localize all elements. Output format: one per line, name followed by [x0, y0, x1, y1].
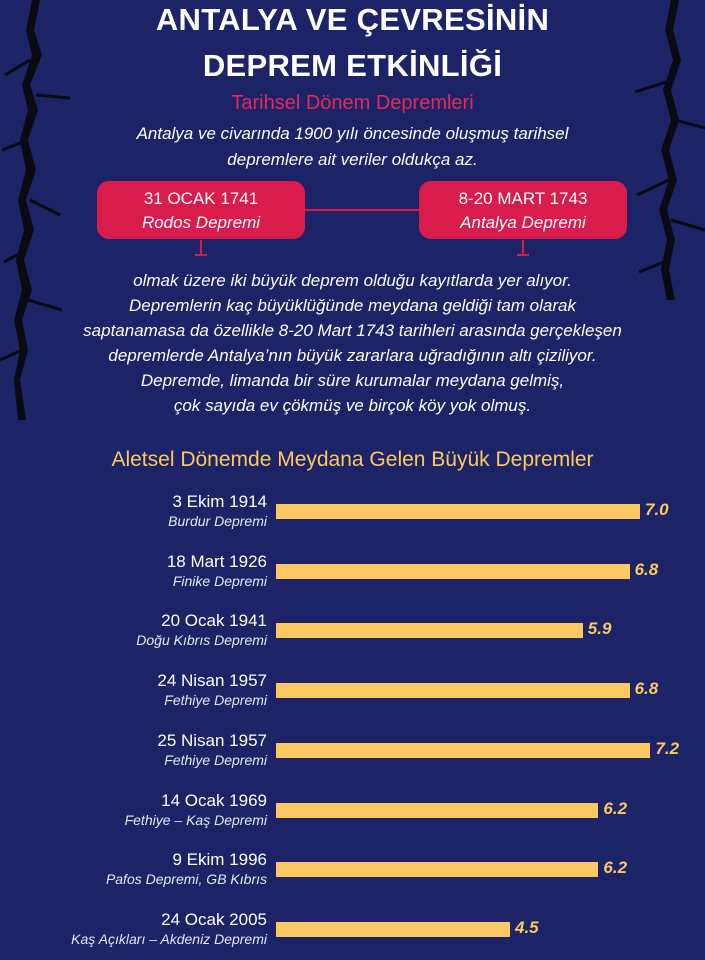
earthquake-name: Fethiye – Kaş Depremi — [124, 811, 267, 828]
body-line: saptanamasa da özellikle 8-20 Mart 1743 tarihleri arasında gerçekleşen — [83, 321, 622, 340]
earthquake-name: Finike Depremi — [172, 572, 267, 589]
earthquake-date: 3 Ekim 1914 — [172, 492, 267, 511]
bar — [276, 743, 650, 758]
event-date: 8-20 MART 1743 — [458, 189, 588, 208]
bar-value-label: 5.9 — [587, 619, 612, 639]
bar — [276, 862, 598, 877]
timeline-connector — [305, 209, 419, 211]
historical-heading: Tarihsel Dönem Depremleri — [231, 92, 474, 114]
bar — [276, 683, 630, 698]
earthquake-date: 18 Mart 1926 — [166, 551, 267, 571]
chart-title: Aletsel Dönemde Meydana Gelen Büyük Depremler — [111, 448, 594, 471]
bar-label — [157, 731, 267, 769]
historical-event-box — [97, 181, 305, 239]
chart-row — [0, 910, 705, 960]
bar-label — [157, 671, 267, 709]
bar — [276, 623, 583, 638]
bar — [276, 564, 630, 579]
event-date: 31 OCAK 1741 — [143, 189, 259, 208]
bar-label — [136, 611, 267, 649]
body-line: Depremde, limanda bir süre kurumalar meydana gelmiş, — [140, 371, 565, 390]
chart-row — [0, 552, 705, 602]
body-line: depremlerde Antalya’nın büyük zararlara uğradığının altı çiziliyor. — [108, 346, 597, 365]
earthquake-name: Fethiye Depremi — [164, 751, 267, 768]
earthquake-date: 24 Ocak 2005 — [161, 909, 267, 929]
earthquake-date: 24 Nisan 1957 — [157, 671, 267, 691]
bar-label — [125, 791, 267, 829]
bar-label — [71, 910, 267, 948]
title-line-1: ANTALYA VE ÇEVRESİNİN — [155, 2, 550, 37]
bar-value-label: 7.2 — [655, 738, 680, 758]
earthquake-name: Pafos Depremi, GB Kıbrıs — [105, 871, 267, 888]
body-line: Depremlerin kaç büyüklüğünde meydana geldiği tam olarak — [129, 296, 576, 315]
earthquake-date: 14 Ocak 1969 — [161, 790, 267, 810]
historical-body — [0, 268, 705, 418]
chart-row — [0, 850, 705, 900]
chart-row — [0, 671, 705, 721]
earthquake-date: 20 Ocak 1941 — [161, 611, 267, 631]
bar — [276, 504, 640, 519]
bar — [276, 803, 598, 818]
chart-row — [0, 791, 705, 841]
body-line: olmak üzere iki büyük deprem olduğu kayıtlarda yer alıyor. — [133, 271, 572, 290]
bar-value-label: 6.8 — [634, 559, 659, 579]
title-line-2: DEPREM ETKİNLİĞİ — [202, 48, 503, 83]
bar-value-label: 6.2 — [603, 858, 628, 878]
earthquake-name: Fethiye Depremi — [164, 692, 267, 709]
event-marker — [522, 240, 524, 256]
bar-label — [106, 850, 267, 888]
intro-line: Antalya ve civarında 1900 yılı öncesinde oluşmuş tarihsel — [136, 124, 569, 143]
bar-label — [168, 492, 267, 530]
page-title — [0, 0, 705, 86]
event-marker — [200, 240, 202, 256]
earthquake-date: 9 Ekim 1996 — [172, 850, 267, 870]
chart-row — [0, 492, 705, 542]
bar-value-label: 4.5 — [515, 917, 539, 937]
historical-intro — [0, 121, 705, 173]
chart-row — [0, 731, 705, 781]
bar-value-label: 6.2 — [603, 798, 628, 818]
bar — [276, 922, 510, 937]
bar-value-label: 7.0 — [645, 500, 669, 519]
chart-row — [0, 611, 705, 661]
historical-event-box — [419, 181, 627, 239]
earthquake-name: Burdur Depremi — [168, 513, 267, 529]
earthquake-date: 25 Nisan 1957 — [157, 730, 267, 750]
earthquake-name: Doğu Kıbrıs Depremi — [136, 632, 267, 649]
event-name: Antalya Depremi — [460, 213, 586, 232]
body-line: çok sayıda ev çökmüş ve birçok köy yok olmuş. — [173, 396, 532, 415]
event-name: Rodos Depremi — [141, 213, 261, 232]
bar-value-label: 6.8 — [634, 679, 659, 699]
bar-label — [167, 552, 267, 590]
intro-line: depremlere ait veriler oldukça az. — [227, 150, 478, 169]
earthquake-name: Kaş Açıkları – Akdeniz Depremi — [71, 930, 267, 947]
